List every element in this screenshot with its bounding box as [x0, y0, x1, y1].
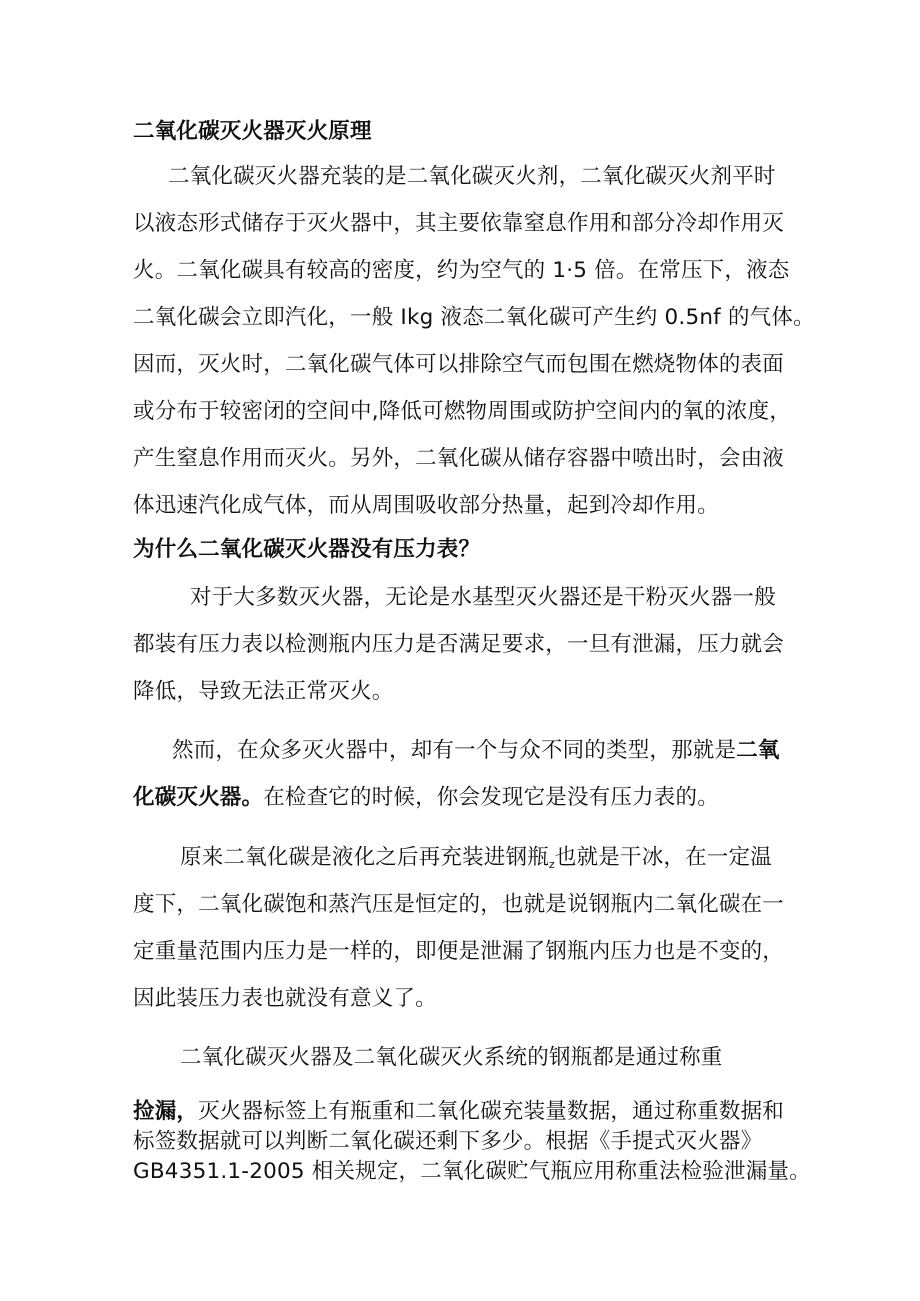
bold-text-run: 二氧: [736, 738, 780, 763]
text-run: 原来二氧化碳是液化之后再充装进钢瓶: [180, 845, 549, 870]
paragraph-line: 二氧化碳会立即汽化，一般 Ikg 液态二氧化碳可产生约 0.5nf 的气体。: [133, 305, 815, 330]
paragraph-line: 火。二氧化碳具有较高的密度，约为空气的 1·5 倍。在常压下，液态: [133, 258, 790, 283]
paragraph-line: 产生窒息作用而灭火。另外，二氧化碳从储存容器中喷出时，会由液: [133, 446, 785, 471]
paragraph-line: [180, 843, 772, 880]
paragraph-line: 因而，灭火时，二氧化碳气体可以排除空气而包围在燃烧物体的表面: [133, 352, 785, 377]
paragraph-line: 降低，导致无法正常灭火。: [133, 679, 394, 704]
paragraph-line: GB4351.1-2005 相关规定，二氧化碳贮气瓶应用称重法检验泄漏量。: [133, 1159, 811, 1184]
paragraph-line: [133, 783, 719, 813]
paragraph-line: 二氧化碳灭火器及二氧化碳灭火系统的钢瓶都是通过称重: [180, 1045, 723, 1070]
bold-text-run: 捡漏，: [133, 1099, 199, 1124]
paragraph-line: 或分布于较密闭的空间中,降低可燃物周围或防护空间内的氧的浓度，: [133, 399, 792, 424]
text-run: 然而，在众多灭火器中，却有一个与众不同的类型，那就是: [172, 738, 737, 763]
text-run: 在检查它的时候，你会发现它是没有压力表的。: [263, 785, 719, 810]
paragraph-line: 标签数据就可以判断二氧化碳还剩下多少。根据《手提式灭火器》: [133, 1129, 763, 1154]
paragraph-line: 定重量范围内压力是一样的，即便是泄漏了钢瓶内压力也是不变的，: [133, 939, 785, 964]
paragraph-line: 度下，二氧化碳饱和蒸汽压是恒定的，也就是说钢瓶内二氧化碳在一: [133, 892, 785, 917]
text-run: 也就是干冰，在一定温: [554, 845, 772, 870]
bold-text-run: 化碳灭火器。: [133, 785, 264, 810]
text-run: 灭火器标签上有瓶重和二氧化碳充装量数据，通过称重数据和: [198, 1099, 785, 1124]
subscript-mark: z: [548, 858, 555, 871]
paragraph-line: 以液态形式储存于灭火器中，其主要依靠窒息作用和部分冷却作用灭: [133, 211, 785, 236]
heading-extinguishing-principle: 二氧化碳灭火器灭火原理: [133, 119, 372, 144]
paragraph-line: [172, 736, 780, 766]
paragraph-line: 都装有压力表以检测瓶内压力是否满足要求，一旦有泄漏，压力就会: [133, 632, 785, 657]
paragraph-line: 二氧化碳灭火器充装的是二氧化碳灭火剂，二氧化碳灭火剂平时: [168, 164, 776, 189]
heading-no-pressure-gauge: 为什么二氧化碳灭火器没有压力表？: [133, 537, 481, 562]
paragraph-line: 因此装压力表也就没有意义了。: [133, 986, 437, 1011]
paragraph-line: 体迅速汽化成气体，而从周围吸收部分热量，起到冷却作用。: [133, 493, 719, 518]
paragraph-line: 对于大多数灭火器，无论是水基型灭火器还是干粉灭火器一般: [190, 585, 776, 610]
paragraph-line: [133, 1097, 784, 1127]
